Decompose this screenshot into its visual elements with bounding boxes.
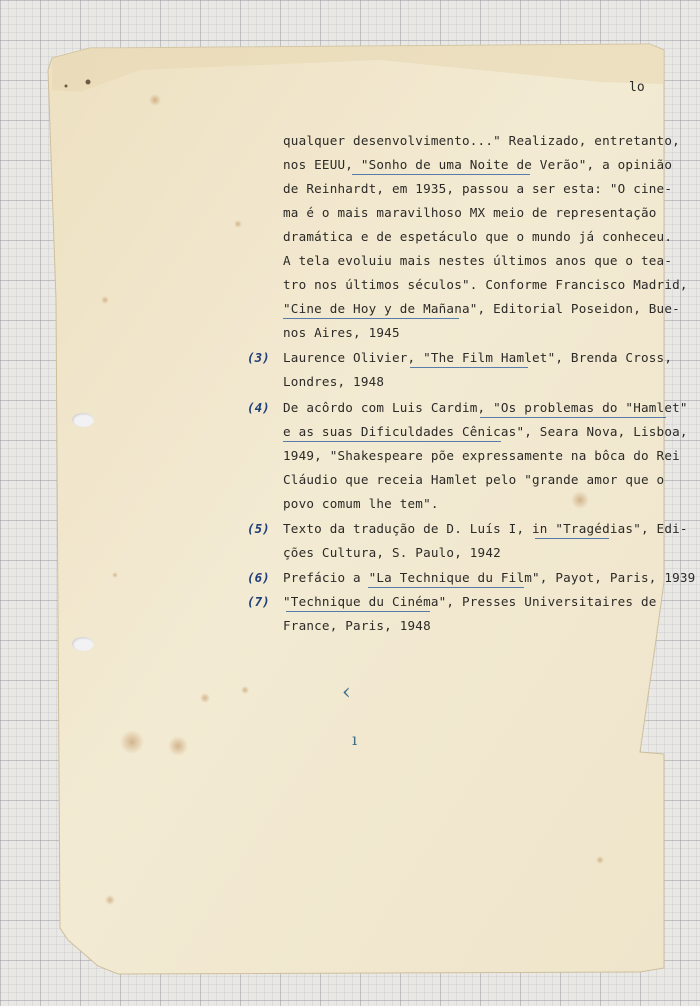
- body-line: qualquer desenvolvimento..." Realizado, entretanto,: [283, 133, 680, 148]
- footnote-line: Cláudio que receia Hamlet pelo "grande amor que o: [283, 472, 665, 487]
- footnote-line: "Technique du Cinéma", Presses Universitaires de: [283, 594, 657, 609]
- pen-stroke-mark: ‹: [342, 680, 351, 705]
- title-underline: [283, 441, 501, 442]
- title-underline: [352, 174, 530, 175]
- title-underline: [368, 587, 524, 588]
- title-underline: [535, 538, 609, 539]
- body-line: tro nos últimos séculos". Conforme Francisco Madrid,: [283, 277, 688, 292]
- footnote-line: Laurence Olivier, "The Film Hamlet", Brenda Cross,: [283, 350, 673, 365]
- footnote-line: Prefácio a "La Technique du Film", Payot, Paris, 1939: [283, 570, 696, 585]
- body-line: dramática e de espetáculo que o mundo já conheceu.: [283, 229, 673, 244]
- footnote-line: Londres, 1948: [283, 374, 385, 389]
- body-line: "Cine de Hoy y de Mañana", Editorial Poseidon, Bue-: [283, 301, 680, 316]
- pen-tick-mark: ı: [352, 730, 358, 749]
- body-line: nos Aires, 1945: [283, 325, 400, 340]
- footnote-marker: (5): [247, 521, 270, 536]
- body-line: de Reinhardt, em 1935, passou a ser esta: "O cine-: [283, 181, 673, 196]
- title-underline: [480, 417, 666, 418]
- title-underline: [286, 611, 430, 612]
- footnote-marker: (7): [247, 594, 270, 609]
- punch-hole-lower: [72, 637, 94, 651]
- footnote-line: ções Cultura, S. Paulo, 1942: [283, 545, 501, 560]
- footnote-line: France, Paris, 1948: [283, 618, 431, 633]
- body-line: ma é o mais maravilhoso MX meio de representação: [283, 205, 657, 220]
- footnote-marker: (3): [247, 350, 270, 365]
- page-number: lo: [629, 80, 645, 95]
- title-underline: [283, 318, 459, 319]
- title-underline: [410, 367, 528, 368]
- footnote-line: povo comum lhe tem".: [283, 496, 439, 511]
- footnote-line: De acôrdo com Luis Cardim, "Os problemas do "Hamlet": [283, 400, 688, 415]
- footnote-marker: (6): [247, 570, 270, 585]
- footnote-marker: (4): [247, 400, 270, 415]
- body-line: nos EEUU, "Sonho de uma Noite de Verão", a opinião: [283, 157, 673, 172]
- footnote-line: e as suas Dificuldades Cênicas", Seara Nova, Lisboa,: [283, 424, 688, 439]
- footnote-line: Texto da tradução de D. Luís I, in "Tragédias", Edi-: [283, 521, 688, 536]
- footnote-line: 1949, "Shakespeare põe expressamente na bôca do Rei: [283, 448, 680, 463]
- body-line: A tela evoluiu mais nestes últimos anos que o tea-: [283, 253, 673, 268]
- punch-hole-upper: [72, 413, 94, 427]
